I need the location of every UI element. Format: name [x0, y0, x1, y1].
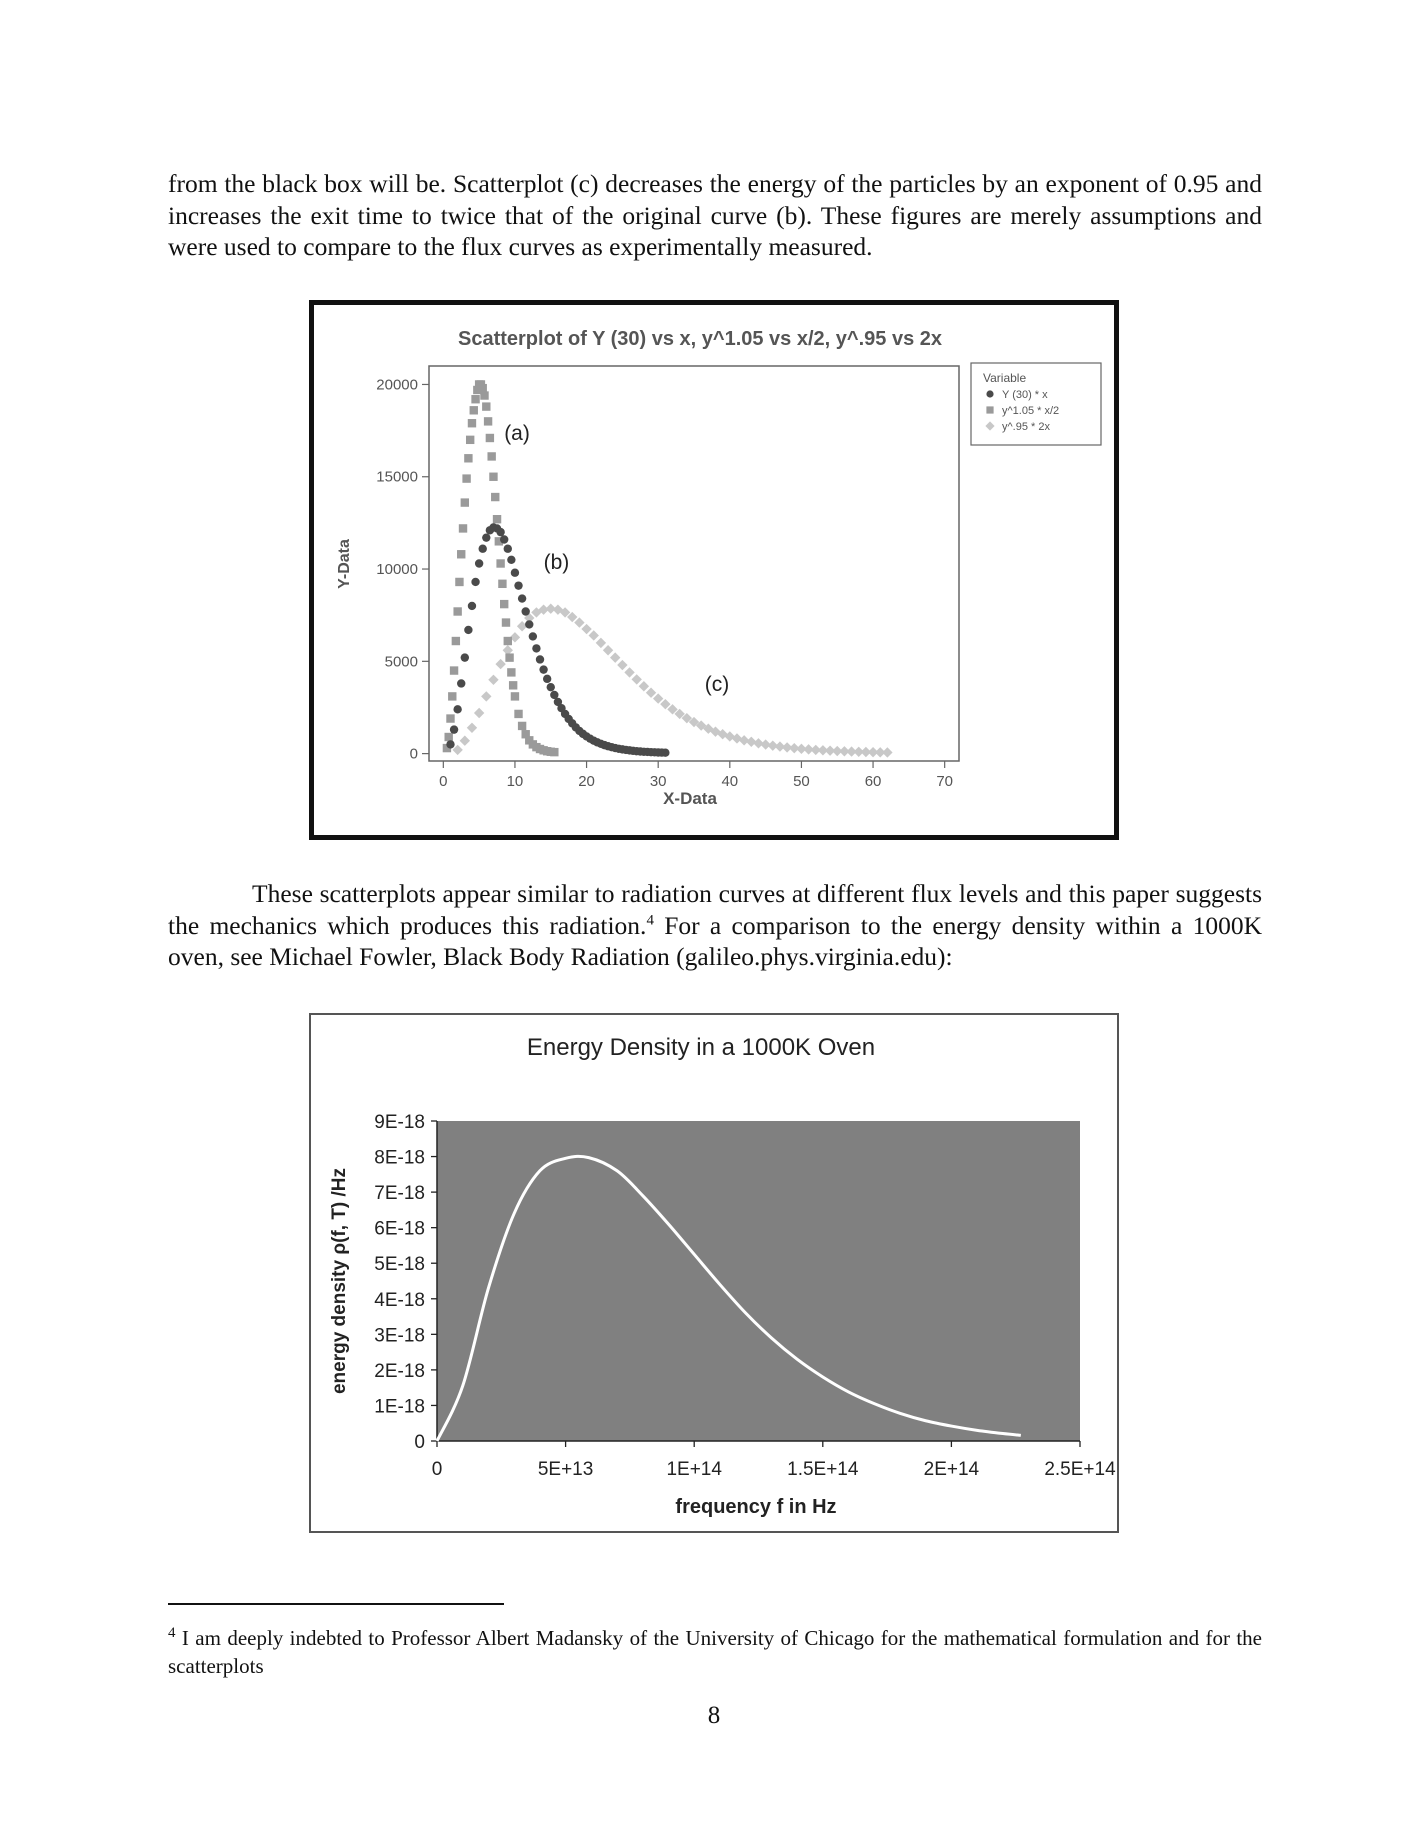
paragraph-1: from the black box will be. Scatterplot (c) decreases the energy of the particles by an exponent of 0.95 and increases the exit time to twice that of the original curve (b). These figures are merely assumptions and were used to compare to the flux curves as experimentally measured.	[168, 169, 1262, 261]
y-tick-label: 3E-18	[374, 1325, 425, 1347]
data-point	[491, 493, 499, 501]
data-point	[532, 644, 540, 652]
data-point	[444, 733, 452, 741]
x-axis-label: X-Data	[663, 789, 717, 808]
data-point	[525, 620, 533, 628]
data-point	[539, 665, 547, 673]
data-point	[547, 683, 555, 691]
data-point	[487, 452, 495, 460]
footnote-number: 4	[168, 1625, 176, 1641]
data-point	[511, 692, 519, 700]
data-point	[504, 545, 512, 553]
curve-annotation: (a)	[504, 421, 530, 445]
data-point	[462, 474, 470, 482]
data-point	[536, 655, 544, 663]
footnote-reference: 4	[646, 912, 654, 928]
data-point	[486, 434, 494, 442]
data-point	[489, 473, 497, 481]
footnote-text: I am deeply indebted to Professor Albert Madansky of the University of Chicago for the mathematical formulation and for the scatterplots	[168, 1626, 1262, 1678]
data-point	[529, 632, 537, 640]
x-axis-label: frequency f in Hz	[675, 1496, 837, 1518]
y-tick-label: 0	[409, 745, 418, 763]
data-point	[470, 406, 478, 414]
legend-marker	[986, 406, 993, 413]
curve-annotation: (b)	[543, 551, 570, 575]
y-tick-label: 1E-18	[374, 1396, 425, 1418]
scatterplot-chart	[309, 300, 1119, 840]
curve-annotation: (c)	[704, 672, 730, 696]
data-point	[661, 748, 669, 756]
chart-title: Energy Density in a 1000K Oven	[526, 1034, 876, 1061]
data-point	[518, 594, 526, 602]
data-point	[452, 637, 460, 645]
x-tick-label: 10	[506, 773, 524, 790]
data-point	[500, 535, 508, 543]
data-point	[479, 545, 487, 553]
data-point	[518, 722, 526, 730]
y-tick-label: 8E-18	[374, 1147, 425, 1169]
data-point	[468, 602, 476, 610]
data-point	[500, 600, 508, 608]
data-point	[455, 578, 463, 586]
x-tick-label: 1E+14	[666, 1459, 722, 1480]
x-tick-label: 0	[439, 773, 448, 790]
x-tick-label: 60	[864, 773, 882, 790]
data-point	[446, 714, 454, 722]
y-tick-label: 20000	[376, 376, 418, 394]
x-tick-label: 2.5E+14	[1044, 1459, 1116, 1480]
y-tick-label: 7E-18	[374, 1183, 425, 1205]
data-point	[450, 725, 458, 733]
data-point	[482, 533, 490, 541]
data-point	[466, 436, 474, 444]
paragraph-2-text-b: For a comparison to the energy density within a 1000K oven, see Michael Fowler, Black Body Radiation (galileo.phys.virginia.edu):	[168, 910, 1262, 971]
data-point	[446, 740, 454, 748]
legend	[971, 363, 1101, 445]
data-point	[498, 580, 506, 588]
data-point	[464, 626, 472, 634]
footnote	[168, 1624, 1262, 1680]
y-tick-label: 9E-18	[374, 1112, 425, 1133]
data-point	[543, 675, 551, 683]
data-point	[471, 395, 479, 403]
data-point	[457, 550, 465, 558]
data-point	[484, 417, 492, 425]
y-tick-label: 10000	[376, 561, 418, 579]
y-tick-label: 2E-18	[374, 1360, 425, 1382]
legend-entry: Y (30) * x	[1002, 389, 1048, 401]
data-point	[468, 419, 476, 427]
data-point	[521, 607, 529, 615]
legend-title: Variable	[983, 371, 1027, 385]
x-tick-label: 1.5E+14	[787, 1459, 859, 1480]
x-tick-label: 30	[649, 773, 667, 790]
data-point	[479, 384, 487, 392]
y-tick-label: 5E-18	[374, 1254, 425, 1276]
legend-entry: y^.95 * 2x	[1002, 421, 1050, 433]
data-point	[509, 681, 517, 689]
chart-title: Scatterplot of Y (30) vs x, y^1.05 vs x/2, y^.95 vs 2x	[457, 328, 943, 350]
legend-entry: y^1.05 * x/2	[1002, 405, 1060, 417]
page-number: 8	[707, 1702, 721, 1729]
data-point	[471, 578, 479, 586]
data-point	[505, 653, 513, 661]
data-point	[507, 556, 515, 564]
x-tick-label: 40	[721, 773, 739, 790]
data-point	[475, 559, 483, 567]
data-point	[448, 692, 456, 700]
paragraph-2	[168, 878, 1262, 973]
data-point	[461, 498, 469, 506]
y-tick-label: 15000	[376, 468, 418, 486]
energy-density-chart	[309, 1013, 1119, 1533]
x-tick-label: 20	[578, 773, 595, 790]
data-point	[504, 637, 512, 645]
y-tick-label: 4E-18	[374, 1289, 425, 1311]
y-tick-label: 0	[414, 1432, 425, 1453]
y-tick-label: 6E-18	[374, 1218, 425, 1240]
data-point	[453, 607, 461, 615]
data-point	[457, 679, 465, 687]
legend-marker	[986, 390, 993, 397]
x-tick-label: 50	[793, 773, 810, 790]
data-point	[514, 581, 522, 589]
data-point	[496, 559, 504, 567]
data-point	[493, 515, 501, 523]
plot-area	[437, 1121, 1080, 1441]
x-tick-label: 2E+14	[923, 1459, 980, 1480]
y-tick-label: 5000	[384, 653, 418, 671]
data-point	[507, 668, 515, 676]
data-point	[461, 653, 469, 661]
data-point	[450, 666, 458, 674]
data-point	[502, 618, 510, 626]
x-tick-label: 70	[936, 773, 954, 790]
x-tick-label: 5E+13	[537, 1459, 594, 1480]
data-point	[453, 705, 461, 713]
data-point	[482, 402, 490, 410]
y-axis-label: Y-Data	[336, 539, 353, 589]
data-point	[511, 569, 519, 577]
paragraph-2-text-a: These scatterplots appear similar to radiation curves at different flux levels and this paper suggests the mechanics which produces this radiation.	[168, 879, 1262, 940]
data-point	[459, 524, 467, 532]
data-point	[550, 748, 558, 756]
data-point	[514, 710, 522, 718]
y-axis-label: energy density ρ(f, T) /Hz	[329, 1167, 350, 1395]
data-point	[464, 454, 472, 462]
data-point	[496, 528, 504, 536]
footnote-rule	[168, 1603, 504, 1605]
data-point	[480, 391, 488, 399]
x-tick-label: 0	[431, 1459, 443, 1480]
